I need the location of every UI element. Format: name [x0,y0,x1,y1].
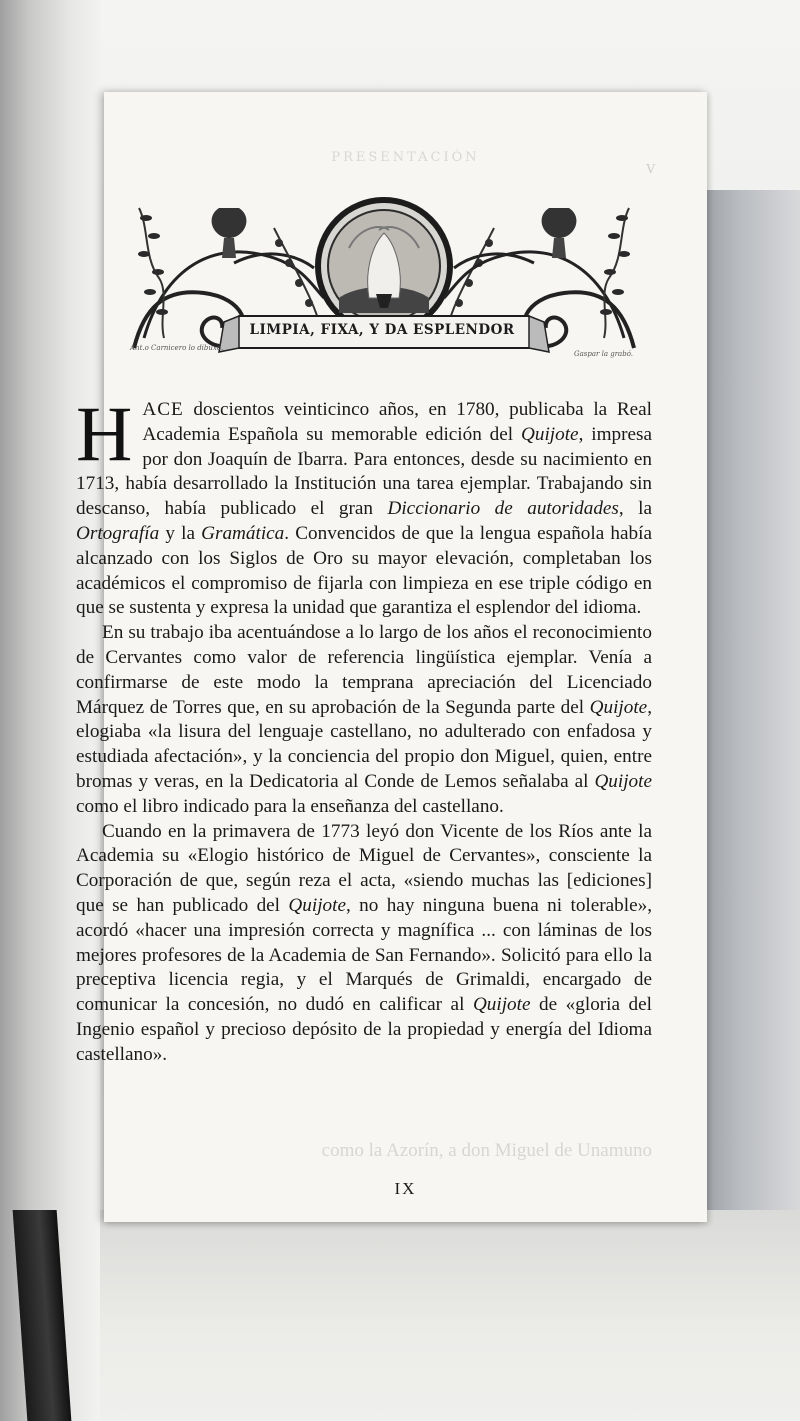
drop-cap: H [76,390,133,477]
paragraph [76,621,652,819]
book-page [76,92,707,1222]
academy-motto: LIMPIA, FIXA, Y DA ESPLENDOR [249,322,515,338]
body-text [76,390,653,1068]
italic-text: Quijote [521,423,579,445]
text-run: , no hay ninguna buena ni tolerable», acordó «hacer una impresión correcta y magnífica ... con láminas de los mejores profesores de la Academia de San Fernando». Solicitó para ello la preceptiva licencia regia, y el Marqués de Grimaldi, encargado de comunicar la concesión, no dudó en calificar al [76,894,652,1016]
book-shadow [700,190,800,1250]
text-run: . Convencidos de que la lengua española había alcanzado con los Siglos de Oro su mayor elevación, completaban los académicos el compromiso de fijarla con limpieza en ese triple código en que se sustenta y expresa la unidad que garantiza el esplendor del idioma. [76,522,652,619]
text-run: , la [618,498,653,520]
italic-text: Quijote [589,696,648,718]
italic-text: Diccionario de autoridades [387,498,619,520]
text-run: , elogiaba «la lisura del lenguaje castellano, no adulterado con enfadosa y estudiada afectación», y la conciencia del propio don Miguel, quien, entre bromas y veras, en la Dedicatoria al Conde de Lemos señalaba al [76,696,652,792]
engraver-credit-right: Gaspar la grabó. [574,350,634,358]
italic-text: Quijote [594,770,652,792]
page-number: IX [394,1179,417,1198]
text-run: En su trabajo iba acentuándose a lo largo de los años el reconocimiento de Cervantes como valor de referencia lingüística ejemplar. Venía a confirmarse de este modo la temprana apreciación del Licenciado Márquez de Torres que, en su aprobación de la Segunda parte del [76,622,652,718]
text-run: Cuando en la primavera de 1773 leyó don Vicente de los Ríos ante la Academia su «Elogio histórico de Miguel de Cervantes», consciente la Corporación de que, según reza el acta, «siendo muchas las [ediciones] que se han publicado del [76,820,652,916]
text-run: doscientos veinticinco años, en 1780, publicaba la Real Academia Española su memorable edición del [142,399,652,445]
text-run: de «gloria del Ingenio español y precioso depósito de la propiedad y energía del Idioma castellano». [76,994,652,1065]
bleed-through-text: como la Azorín, a don Miguel de Unamuno [321,1140,652,1161]
text-run: como el libro indicado para la enseñanza del castellano. [76,795,504,817]
paragraph [76,820,652,1068]
running-head-bleed: PRESENTACIÓN [331,150,480,165]
italic-text: Gramática [201,522,285,544]
text-run: ACE [142,399,184,420]
lower-surface [0,1210,800,1421]
italic-text: Quijote [288,894,346,916]
text-run: y la [159,522,202,544]
paragraph [76,390,653,621]
text-run: , impresa por don Joaquín de Ibarra. Para entonces, desde su nacimiento en 1713, había desarrollado la Institución una tarea ejemplar. Trabajando sin descanso, había publicado el gran [76,423,652,520]
engraver-credit-left: Ant.o Carnicero lo dibuxó. [130,344,224,352]
facing-page-number: V [646,162,655,176]
italic-text: Ortografía [76,522,160,544]
paragraphs [76,390,653,1068]
italic-text: Quijote [472,994,531,1016]
